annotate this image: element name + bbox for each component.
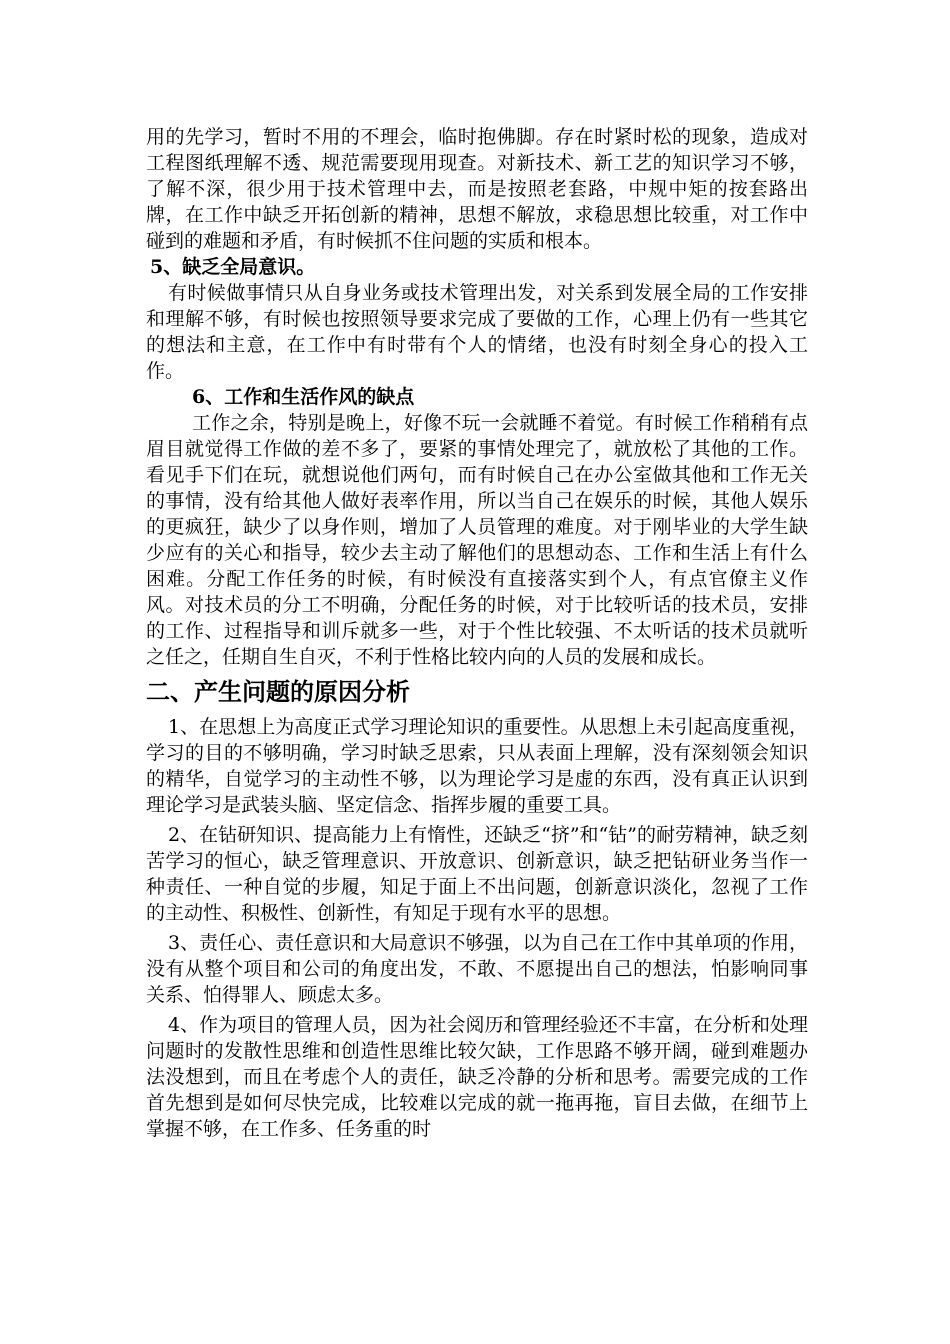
document-body [146,124,808,1142]
heading-global-awareness: 5、缺乏全局意识。 [150,256,316,278]
heading-work-life-style: 6、工作和生活作风的缺点 [192,386,415,408]
paragraph-cause-4: 4、作为项目的管理人员，因为社会阅历和管理经验还不丰富，在分析和处理问题时的发散性思维和创造性思维比较欠缺，工作思路不够开阔，碰到难题办法没想到，而且在考虑个人的责任，缺乏冷静的分析和思考。需要完成的工作首先想到是如何尽快完成，比较难以完成的就一拖再拖，盲目去做，在细节上掌握不够，在工作多、任务重的时 [146,1014,808,1140]
paragraph-cause-3: 3、责任心、责任意识和大局意识不够强，以为自己在工作中其单项的作用，没有从整个项目和公司的角度出发，不敢、不愿提出自己的想法，怕影响同事关系、怕得罪人、顾虑太多。 [146,932,808,1006]
section-heading-cause-analysis: 二、产生问题的原因分析 [146,677,410,706]
paragraph-learning: 用的先学习，暂时不用的不理会，临时抱佛脚。存在时紧时松的现象，造成对工程图纸理解不透、规范需要现用现查。对新技术、新工艺的知识学习不够，了解不深，很少用于技术管理中去，而是按照老套路，中规中矩的按套路出牌，在工作中缺乏开拓创新的精神，思想不解放，求稳思想比较重，对工作中碰到的难题和矛盾，有时候抓不住问题的实质和根本。 [146,126,808,252]
paragraph-work-life-style: 工作之余，特别是晚上，好像不玩一会就睡不着觉。有时候工作稍稍有点眉目就觉得工作做的差不多了，要紧的事情处理完了，就放松了其他的工作。看见手下们在玩，就想说他们两句，而有时候自己在办公室做其他和工作无关的事情，没有给其他人做好表率作用，所以当自己在娱乐的时候，其他人娱乐的更疯狂，缺少了以身作则，增加了人员管理的难度。对于刚毕业的大学生缺少应有的关心和指导，较少去主动了解他们的思想动态、工作和生活上有什么困难。分配工作任务的时候，有时候没有直接落实到个人，有点官僚主义作风。对技术员的分工不明确，分配任务的时候，对于比较听话的技术员，安排的工作、过程指导和训斥就多一些，对于个性比较强、不太听话的技术员就听之任之，任期自生自灭，不利于性格比较内向的人员的发展和成长。 [146,412,808,668]
paragraph-cause-1: 1、在思想上为高度正式学习理论知识的重要性。从思想上未引起高度重视，学习的目的不够明确，学习时缺乏思索，只从表面上理解，没有深刻领会知识的精华，自觉学习的主动性不够，以为理论学习是虚的东西，没有真正认识到理论学习是武装头脑、坚定信念、指挥步履的重要工具。 [146,716,808,816]
paragraph-cause-2: 2、在钻研知识、提高能力上有惰性，还缺乏“挤”和“钻”的耐劳精神，缺乏刻苦学习的恒心，缺乏管理意识、开放意识、创新意识，缺乏把钻研业务当作一种责任、一种自觉的步履，知足于面上不出问题，创新意识淡化，忽视了工作的主动性、积极性、创新性，有知足于现有水平的思想。 [146,824,808,924]
paragraph-global-awareness: 有时候做事情只从自身业务或技术管理出发，对关系到发展全局的工作安排和理解不够，有时候也按照领导要求完成了要做的工作，心理上仍有一些其它的想法和主意，在工作中有时带有个人的情绪，也没有时刻全身心的投入工作。 [146,282,808,382]
